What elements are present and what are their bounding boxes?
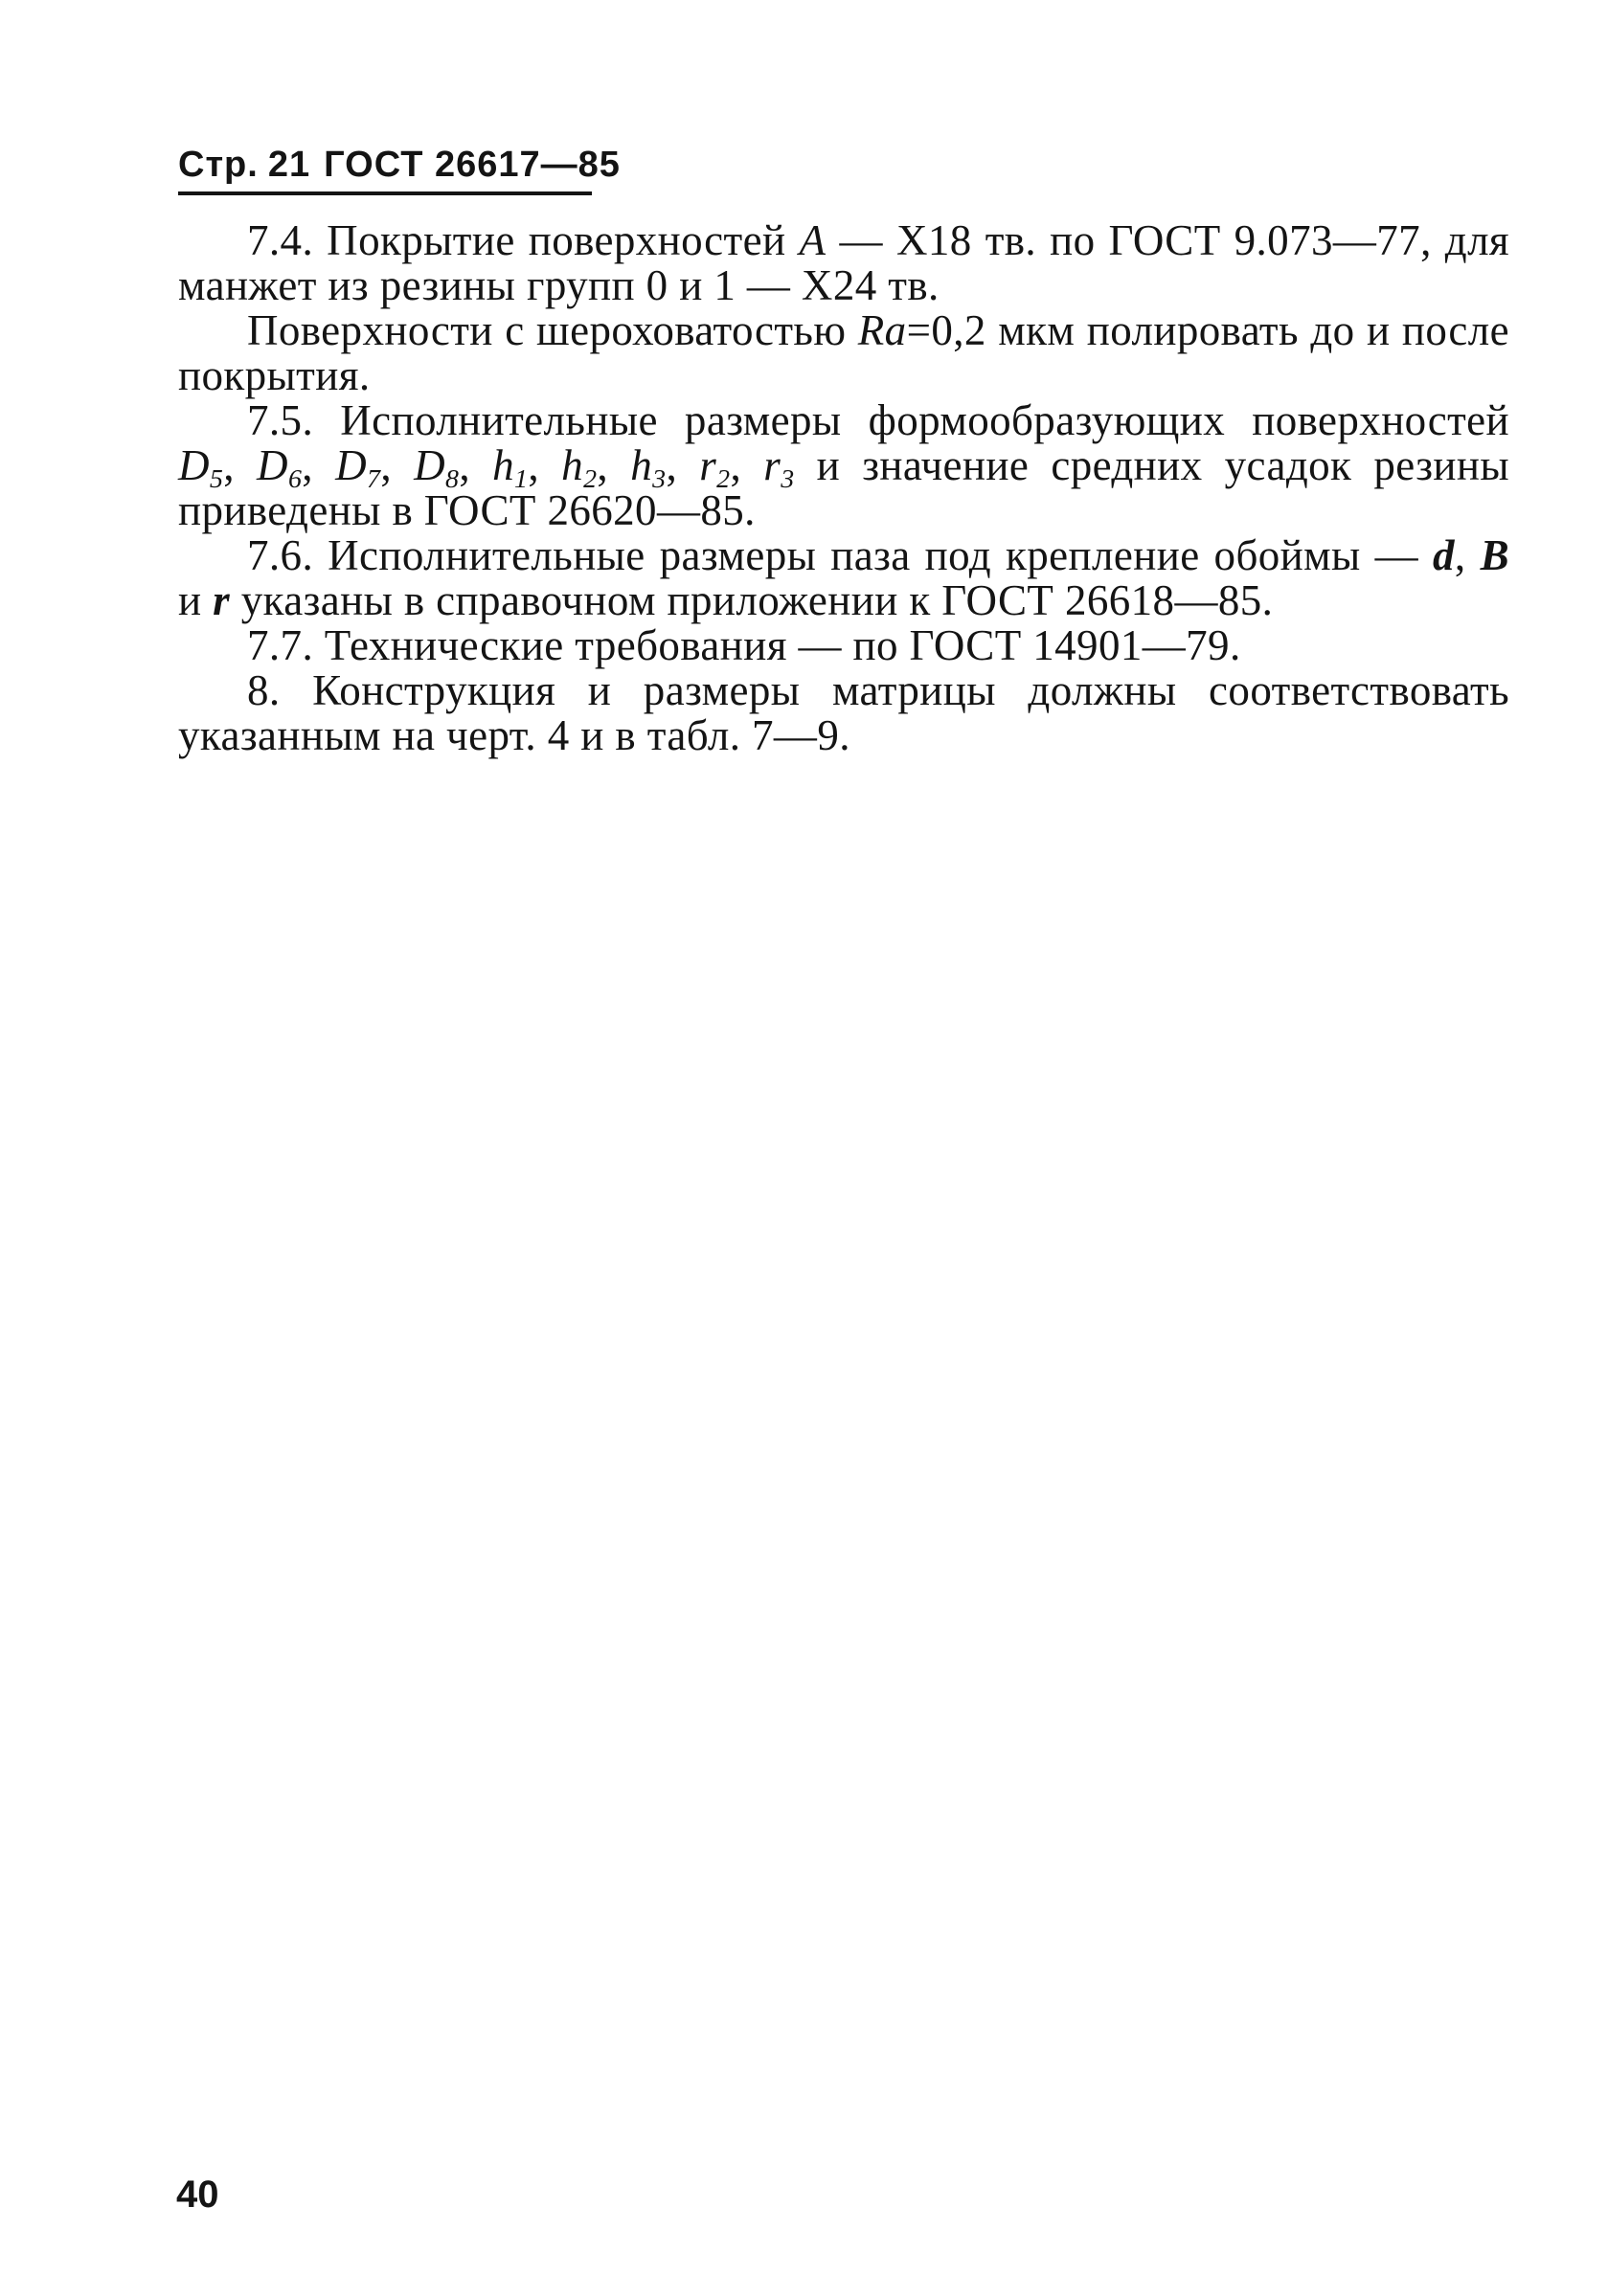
conjunction-text: и [178, 576, 202, 624]
paragraph-text: Конструкция и размеры матрицы должны соответствовать указанным на черт. 4 и в табл. 7—9. [178, 666, 1509, 759]
paragraph-text: — Х18 тв. по ГОСТ 9.073—77, для манжет из резины групп 0 и 1 — Х24 тв. [178, 216, 1510, 309]
paragraph-7-5: 7.5. Исполнительные размеры формообразующих поверхностей $D_5$, $D_6$, $D_7$, $D_8$, $h_1$, $h_2$, $h_3$, $r_2$, $r_3$ и значение средних усадок резины приведены в ГОСТ 26620—85. [178, 396, 1510, 534]
roughness-symbol: Ra [857, 306, 907, 354]
paragraph-text: указаны в справочном приложении к ГОСТ 26618—85. [240, 576, 1274, 624]
paragraph-text: =0,2 мкм полировать до и после покрытия. [178, 306, 1509, 399]
paragraph-text: и значение средних усадок резины приведены в ГОСТ 26620—85. [178, 441, 1509, 534]
page-number: 40 [176, 2173, 219, 2216]
paragraph-text: Исполнительные размеры формообразующих поверхностей [340, 396, 1510, 444]
symbol-r: r [213, 576, 231, 624]
paragraph-text: Покрытие поверхностей [327, 216, 786, 264]
symbol-r2: $r_2$ [699, 441, 731, 494]
document-body [178, 218, 1509, 758]
section-number: 7.6. [247, 531, 314, 579]
symbol-h2: $h_2$ [561, 441, 598, 494]
paragraph-text: Исполнительные размеры паза под крепление обоймы — [328, 531, 1419, 579]
symbol-h3: $h_3$ [630, 441, 667, 494]
section-number: 8. [247, 666, 281, 714]
symbol-d: d [1433, 531, 1455, 579]
surface-symbol: A [799, 216, 827, 264]
symbol-r3: $r_3$ [763, 441, 795, 494]
symbol-d5: $D_5$ [178, 441, 224, 494]
section-number: 7.5. [247, 396, 314, 444]
symbol-d7: $D_7$ [335, 441, 381, 494]
running-header [178, 142, 621, 188]
header-standard: ГОСТ 26617—85 [324, 145, 621, 185]
symbol-d6: $D_6$ [257, 441, 303, 494]
header-prefix: Стр. [178, 145, 259, 185]
paragraph-text: Технические требования — по ГОСТ 14901—79. [324, 621, 1241, 669]
section-number: 7.4. [247, 216, 314, 264]
symbol-h1: $h_1$ [492, 441, 529, 494]
paragraph-8 [178, 668, 1509, 758]
header-page-number: 21 [267, 145, 311, 185]
paragraph-7-6: 7.6. Исполнительные размеры паза под крепление обоймы — d, B и r указаны в справочном приложении к ГОСТ 26618—85. [178, 531, 1509, 624]
header-rule [178, 191, 592, 195]
symbol-b: B [1480, 531, 1509, 579]
paragraph-7-4-roughness [178, 308, 1509, 398]
section-number: 7.7. [247, 621, 314, 669]
paragraph-7-4 [178, 218, 1509, 308]
paragraph-7-7 [178, 623, 1509, 668]
paragraph-text: Поверхности с шероховатостью [247, 306, 847, 354]
symbol-d8: $D_8$ [414, 441, 460, 494]
